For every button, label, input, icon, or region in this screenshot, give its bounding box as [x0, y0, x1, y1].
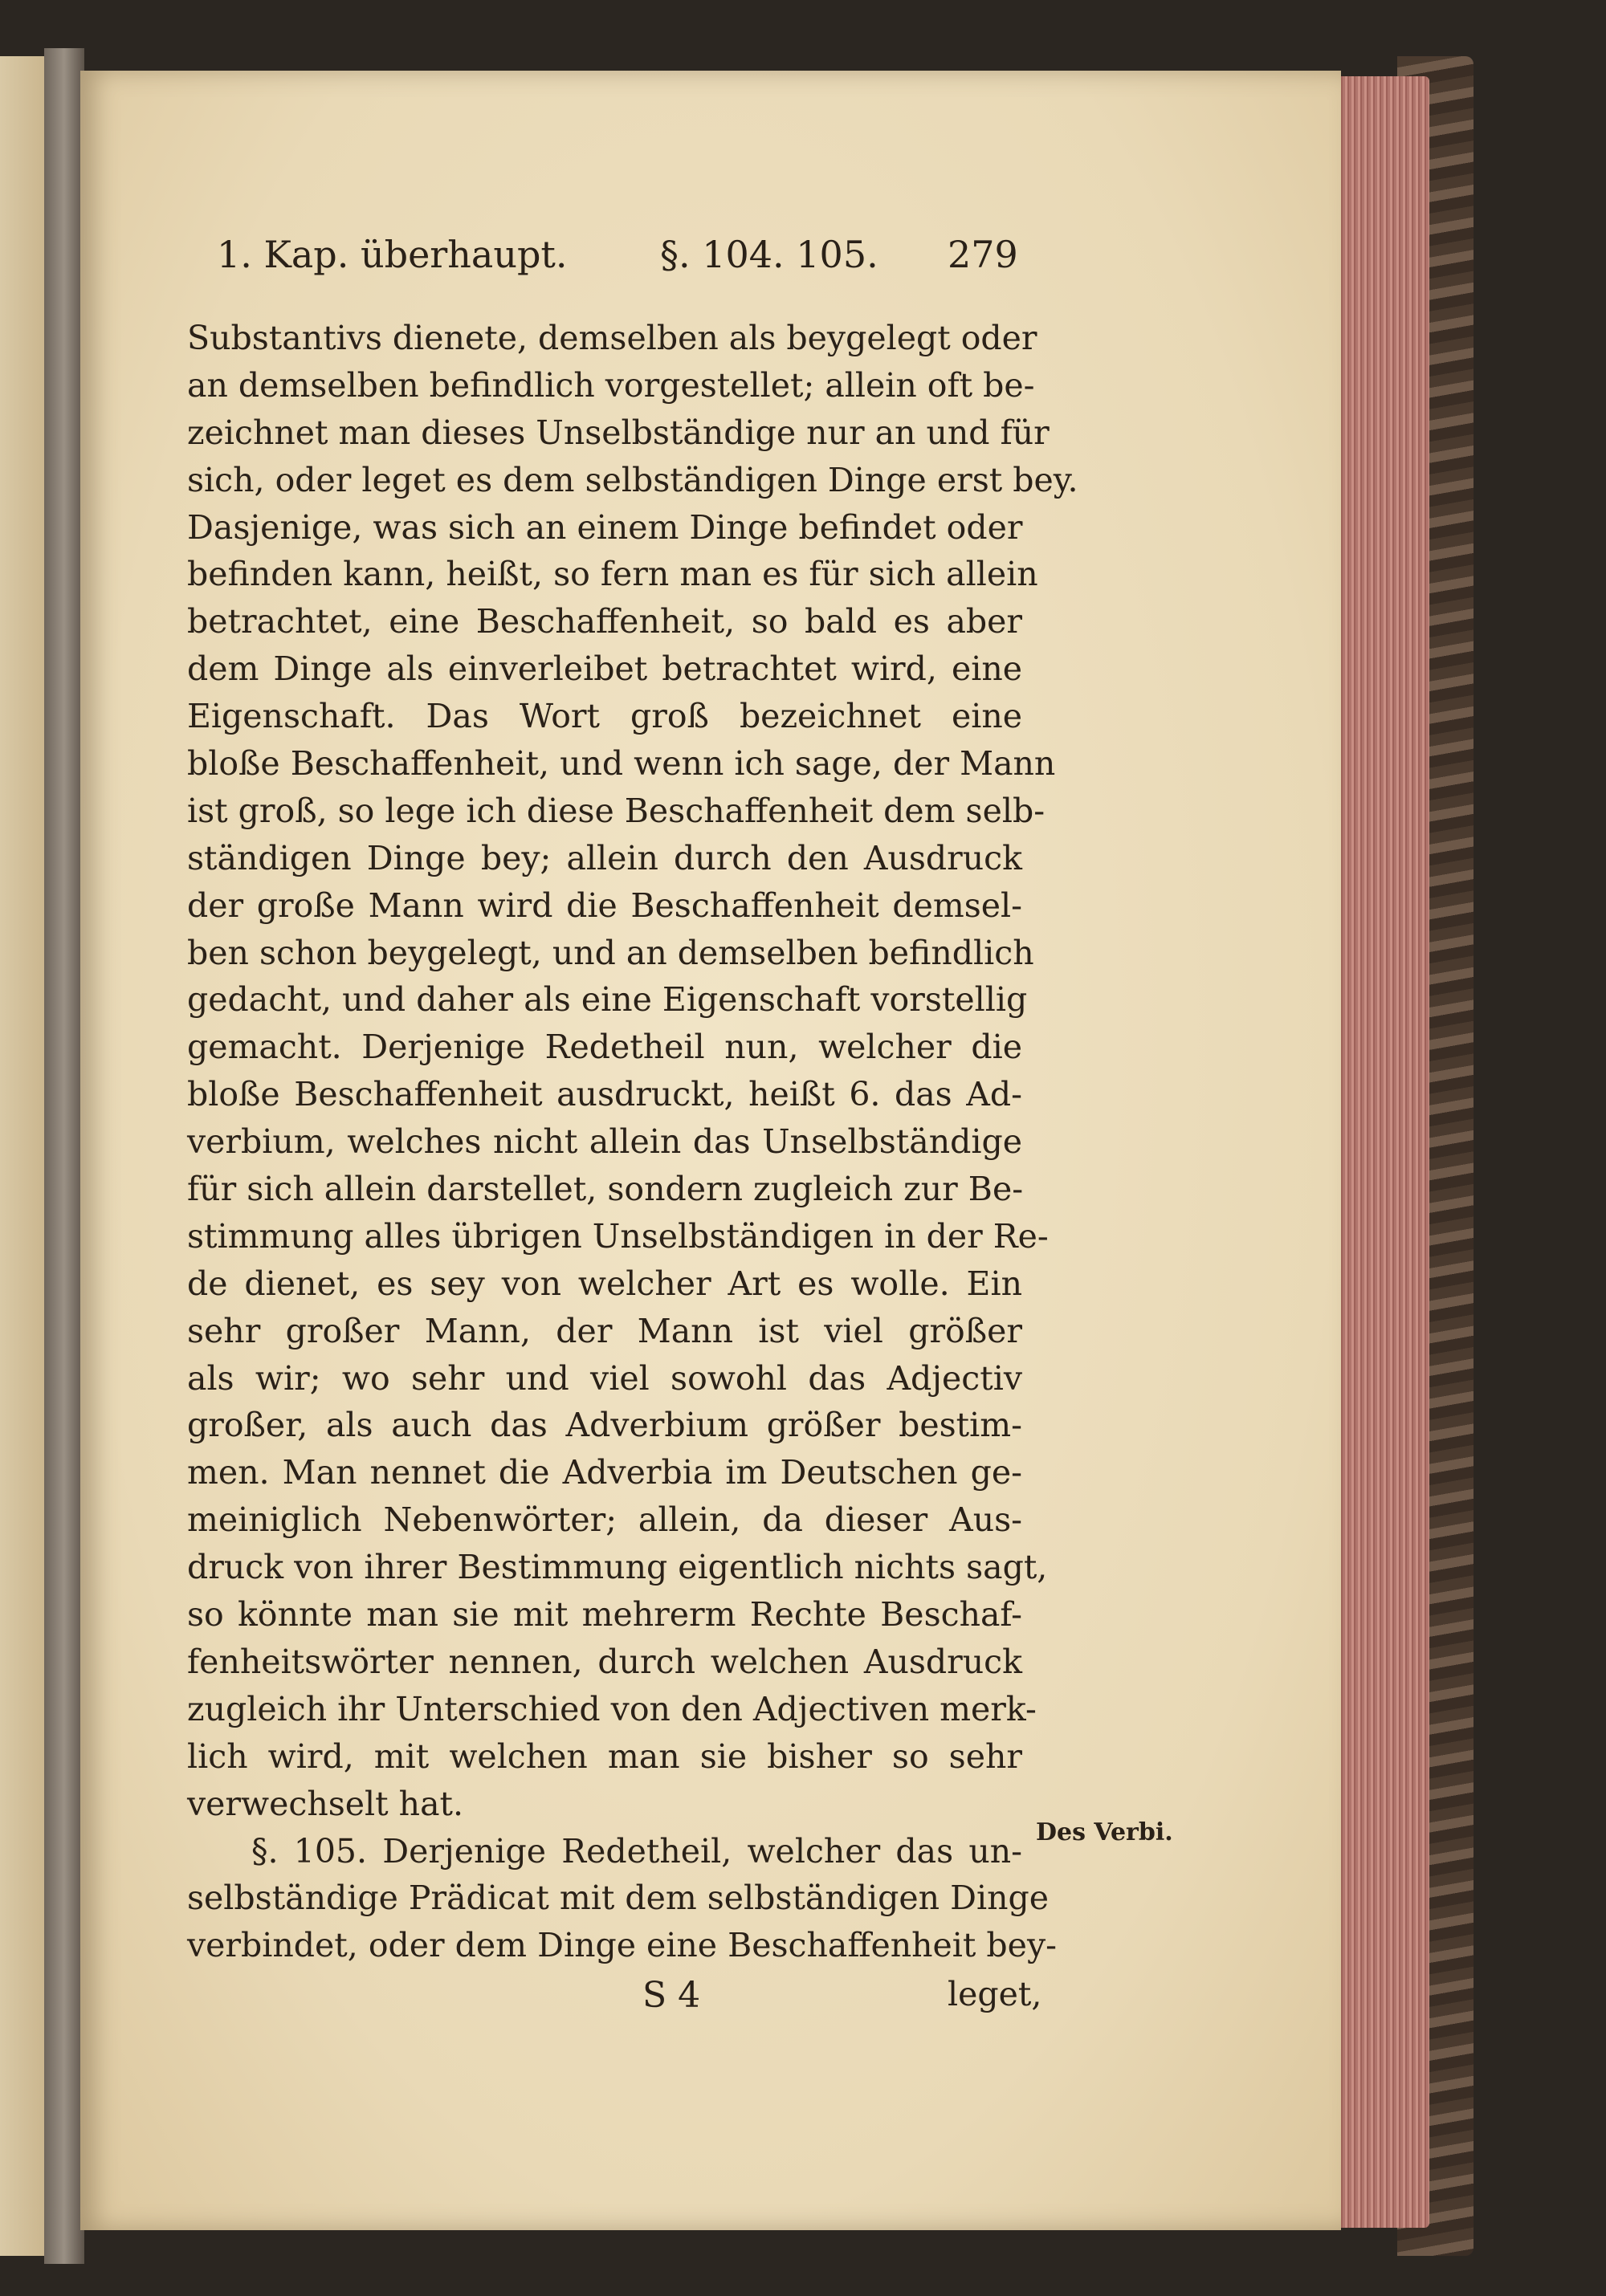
page-body-text: [187, 315, 1078, 1969]
text-line: der große Mann wird die Beschaffenheit demsel-: [187, 885, 1022, 925]
chapter-title: 1. Kap. überhaupt.: [217, 233, 568, 276]
text-line: selbständige Prädicat mit dem selbständigen Dinge: [187, 1879, 1049, 1918]
text-line: bloße Beschaffenheit, und wenn ich sage, der Mann: [187, 744, 1056, 784]
text-line: fenheitswörter nennen, durch welchen Ausdruck: [187, 1642, 1022, 1681]
text-line: zeichnet man dieses Unselbständige nur an und für: [187, 413, 1050, 452]
text-line: für sich allein darstellet, sondern zugleich zur Be-: [187, 1170, 1024, 1209]
text-line: meiniglich Nebenwörter; allein, da dieser Aus-: [187, 1500, 1022, 1540]
page-number: 279: [948, 233, 1018, 276]
text-line: ben schon beygelegt, und an demselben befindlich: [187, 933, 1034, 972]
text-line: de dienet, es sey von welcher Art es wolle. Ein: [187, 1264, 1022, 1303]
left-page-edge: [0, 56, 50, 2256]
text-line: gedacht, und daher als eine Eigenschaft vorstellig: [187, 980, 1028, 1020]
text-line: ist groß, so lege ich diese Beschaffenheit dem selb-: [187, 791, 1046, 830]
text-line: §. 105. Derjenige Redetheil, welcher das un-: [251, 1831, 1022, 1871]
section-numbers: §. 104. 105.: [660, 233, 878, 276]
text-line: Eigenschaft. Das Wort groß bezeichnet eine: [187, 697, 1022, 736]
text-line: men. Man nennet die Adverbia im Deutschen ge-: [187, 1453, 1022, 1492]
text-line: Substantivs dienete, demselben als beygelegt oder: [187, 319, 1037, 357]
text-line: bloße Beschaffenheit ausdruckt, heißt 6. das Ad-: [187, 1075, 1022, 1114]
text-line: sehr großer Mann, der Mann ist viel größer: [187, 1311, 1022, 1350]
text-line: großer, als auch das Adverbium größer bestim-: [187, 1406, 1022, 1445]
text-line: gemacht. Derjenige Redetheil nun, welcher die: [187, 1028, 1022, 1067]
text-line: dem Dinge als einverleibet betrachtet wird, eine: [187, 649, 1022, 689]
text-line: Dasjenige, was sich an einem Dinge befindet oder: [187, 507, 1023, 547]
margin-note: Des Verbi.: [1036, 1818, 1173, 1846]
signature-mark: S 4: [642, 1975, 701, 2016]
text-line: verbindet, oder dem Dinge eine Beschaffenheit bey-: [187, 1926, 1057, 1965]
text-line: so könnte man sie mit mehrerm Rechte Beschaf-: [187, 1595, 1022, 1634]
catchword: leget,: [948, 1975, 1042, 2013]
running-header: [217, 233, 1020, 289]
book-spine: [44, 48, 84, 2264]
text-line: zugleich ihr Unterschied von den Adjectiven merk-: [187, 1689, 1037, 1728]
text-line: betrachtet, eine Beschaffenheit, so bald es aber: [187, 602, 1022, 641]
text-line: verbium, welches nicht allein das Unselbständige: [187, 1122, 1022, 1162]
text-line: als wir; wo sehr und viel sowohl das Adjectiv: [187, 1358, 1022, 1398]
text-line: an demselben befindlich vorgestellet; allein oft be-: [187, 365, 1035, 405]
text-line: stimmung alles übrigen Unselbständigen in der Re-: [187, 1216, 1049, 1256]
text-line: verwechselt hat.: [187, 1784, 464, 1823]
text-line: ständigen Dinge bey; allein durch den Ausdruck: [187, 838, 1022, 877]
text-line: lich wird, mit welchen man sie bisher so sehr: [187, 1736, 1022, 1776]
text-line: druck von ihrer Bestimmung eigentlich nichts sagt,: [187, 1548, 1048, 1587]
text-line: sich, oder leget es dem selbständigen Dinge erst bey.: [187, 460, 1078, 499]
text-line: befinden kann, heißt, so fern man es für sich allein: [187, 555, 1038, 594]
